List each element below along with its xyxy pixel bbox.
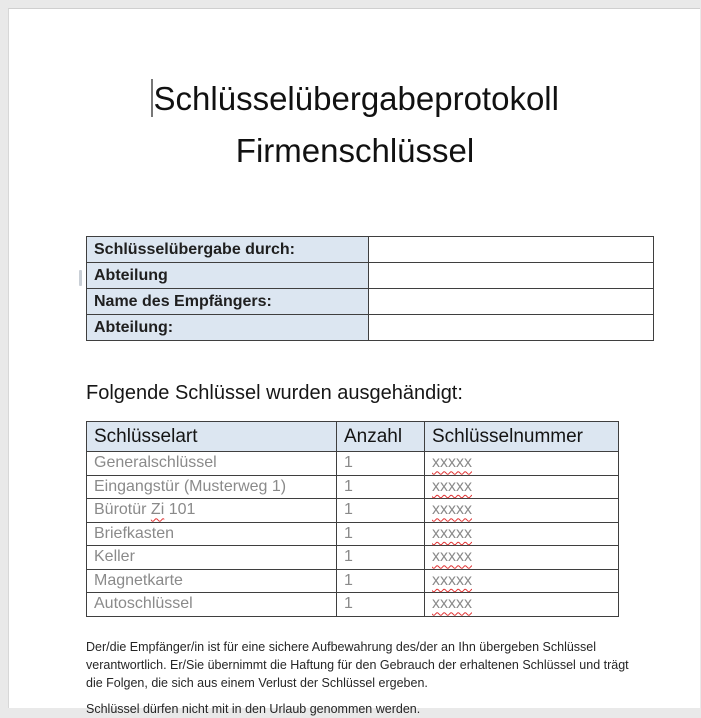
header-schluesselart[interactable]: Schlüsselart bbox=[87, 422, 337, 452]
key-count-cell[interactable]: 1 bbox=[337, 569, 425, 593]
handover-label-cell[interactable]: Abteilung bbox=[87, 263, 369, 289]
table-header-row bbox=[87, 422, 619, 452]
disclaimer-paragraph[interactable] bbox=[86, 638, 646, 692]
row-marker bbox=[79, 270, 82, 286]
title-line-2[interactable] bbox=[9, 125, 701, 177]
key-number-cell[interactable] bbox=[425, 569, 619, 593]
key-number-cell[interactable] bbox=[425, 452, 619, 476]
handover-value-cell[interactable] bbox=[369, 237, 654, 263]
key-number-placeholder: xxxxx bbox=[432, 571, 472, 589]
header-schluesselnummer[interactable]: Schlüsselnummer bbox=[425, 422, 619, 452]
key-count-cell[interactable]: 1 bbox=[337, 452, 425, 476]
table-row bbox=[87, 569, 619, 593]
table-row bbox=[87, 475, 619, 499]
table-row bbox=[87, 263, 654, 289]
keys-intro-text[interactable]: Folgende Schlüssel wurden ausgehändigt: bbox=[86, 382, 463, 404]
key-count-cell[interactable]: 1 bbox=[337, 546, 425, 570]
key-name: Generalschlüssel bbox=[94, 454, 217, 472]
key-name: Magnetkarte bbox=[94, 571, 183, 589]
document-title bbox=[9, 73, 701, 177]
key-name-cell[interactable] bbox=[87, 522, 337, 546]
title-line-1-text: Schlüsselübergabeprotokoll bbox=[153, 80, 559, 117]
key-number-cell[interactable] bbox=[425, 522, 619, 546]
table-row bbox=[87, 522, 619, 546]
table-row bbox=[87, 452, 619, 476]
table-row bbox=[87, 315, 654, 341]
key-number-placeholder: xxxxx bbox=[432, 524, 472, 542]
key-number-placeholder: xxxxx bbox=[432, 477, 472, 495]
disclaimer-line: die Folgen, die sich aus einem Verlust der Schlüssel ergeben. bbox=[86, 676, 428, 690]
key-name: Autoschlüssel bbox=[94, 595, 193, 613]
key-name-suffix: 101 bbox=[164, 501, 196, 519]
key-name-cell[interactable] bbox=[87, 452, 337, 476]
table-row bbox=[87, 237, 654, 263]
key-count-cell[interactable]: 1 bbox=[337, 499, 425, 523]
title-line-1[interactable] bbox=[9, 73, 701, 125]
key-name: Briefkasten bbox=[94, 524, 175, 542]
key-count-cell[interactable]: 1 bbox=[337, 593, 425, 617]
document-page bbox=[8, 8, 700, 716]
table-row bbox=[87, 499, 619, 523]
key-number-cell[interactable] bbox=[425, 475, 619, 499]
handover-table bbox=[86, 236, 654, 341]
key-name-cell[interactable] bbox=[87, 475, 337, 499]
header-anzahl[interactable]: Anzahl bbox=[337, 422, 425, 452]
handover-label-cell[interactable]: Schlüsselübergabe durch: bbox=[87, 237, 369, 263]
handover-value-cell[interactable] bbox=[369, 289, 654, 315]
text-cursor bbox=[151, 79, 153, 117]
title-line-2-text: Firmenschlüssel bbox=[235, 132, 475, 169]
key-name: Eingangstür (Musterweg 1) bbox=[94, 477, 287, 495]
key-number-cell[interactable] bbox=[425, 593, 619, 617]
handover-value-cell[interactable] bbox=[369, 263, 654, 289]
handover-label-cell[interactable]: Abteilung: bbox=[87, 315, 369, 341]
key-name-cell[interactable] bbox=[87, 569, 337, 593]
key-name-cell[interactable] bbox=[87, 499, 337, 523]
key-count-cell[interactable]: 1 bbox=[337, 522, 425, 546]
handover-label-cell[interactable]: Name des Empfängers: bbox=[87, 289, 369, 315]
misspelled-word: Zi bbox=[150, 501, 165, 519]
key-number-placeholder: xxxxx bbox=[432, 501, 472, 519]
disclaimer-line: verantwortlich. Er/Sie übernimmt die Haftung für den Gebrauch der erhaltenen Schlüssel und trägt bbox=[86, 658, 629, 672]
key-count-cell[interactable]: 1 bbox=[337, 475, 425, 499]
keys-table bbox=[86, 421, 619, 617]
key-number-placeholder: xxxxx bbox=[432, 548, 472, 566]
key-name: Bürotür bbox=[94, 501, 151, 519]
key-number-placeholder: xxxxx bbox=[432, 454, 472, 472]
table-row bbox=[87, 289, 654, 315]
table-row bbox=[87, 546, 619, 570]
handover-value-cell[interactable] bbox=[369, 315, 654, 341]
cutoff-paragraph[interactable]: Schlüssel dürfen nicht mit in den Urlaub genommen werden. bbox=[86, 702, 421, 716]
disclaimer-line: Der/die Empfänger/in ist für eine sichere Aufbewahrung des/der an Ihn übergeben Schlüssel bbox=[86, 640, 597, 654]
key-name: Keller bbox=[94, 548, 135, 566]
key-number-cell[interactable] bbox=[425, 499, 619, 523]
key-name-cell[interactable] bbox=[87, 546, 337, 570]
key-number-placeholder: xxxxx bbox=[432, 595, 472, 613]
key-name-cell[interactable] bbox=[87, 593, 337, 617]
key-number-cell[interactable] bbox=[425, 546, 619, 570]
table-row bbox=[87, 593, 619, 617]
